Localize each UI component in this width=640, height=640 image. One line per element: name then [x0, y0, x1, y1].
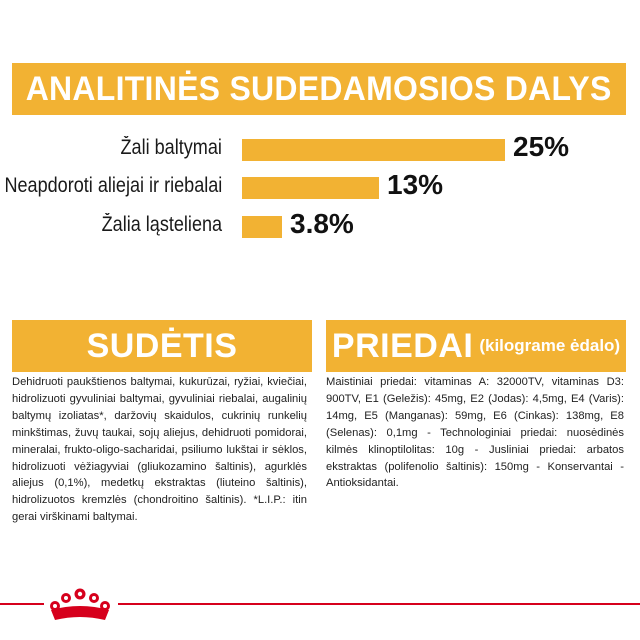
additives-text: Maistiniai priedai: vitaminas A: 32000TV, vitaminas D3: 900TV, E1 (Geležis): 45mg, E2 (Jodas): 4,5mg, E4 (Varis): 14mg, E5 (Manganas): 59mg, E6 (Cinkas): 138mg, E8 (Selenas): 0,1mg - Technologiniai priedai: nuosėdinės kilmės klinoptilolitas: 10g - Jusliniai priedai: arbatos ekstraktas (polifenolio šaltinis): 150mg - Konservantai - Antioksidantai.: [326, 376, 624, 490]
additives-header: [326, 320, 626, 372]
analytic-row-protein: [0, 131, 640, 165]
bar-label: Žalia ląsteliena: [101, 213, 222, 236]
analytic-title: ANALITINĖS SUDEDAMOSIOS DALYS: [26, 69, 612, 108]
bar-label: Neapdoroti aliejai ir riebalai: [4, 174, 222, 197]
bar: [242, 216, 282, 238]
additives-title: PRIEDAI: [331, 326, 474, 365]
footer-line-left: [0, 603, 44, 605]
royal-canin-crown-icon: [45, 586, 115, 626]
bar-value: 25%: [513, 131, 570, 162]
additives-subtitle: (kilograme ėdalo): [479, 336, 621, 355]
bar-label: Žali baltymai: [120, 136, 222, 159]
analytic-row-fat: [0, 169, 640, 203]
bar-value: 3.8%: [290, 208, 354, 239]
analytic-row-fibre: [0, 208, 640, 242]
composition-title: SUDĖTIS: [86, 326, 238, 365]
composition-text: Dehidruoti paukštienos baltymai, kukurūzai, ryžiai, kviečiai, hidrolizuoti gyvuliniai baltymai, gyvuliniai riebalai, augalinių baltymų izoliatas*, daržovių skaidulos, cukrinių runkelių minkštimas, žuvų taukai, sojų aliejus, dehidruoti pomidorai, mineralai, frukto-oligo-sacharidai, psiliumo lukštai ir sėklos, hidrolizuoti vėžiagyviai (gliukozamino šaltinis), agurklės aliejus (0,1%), medetkų ekstraktas (liuteino šaltinis), hidrolizuotos kremzlės (chondroitino šaltinis). *L.I.P.: itin gerai virškinami baltymai.: [12, 376, 307, 524]
analytic-header: [12, 63, 626, 115]
bar: [242, 139, 505, 161]
composition-header: [12, 320, 312, 372]
bar-value: 13%: [387, 169, 444, 200]
footer-line-right: [118, 603, 640, 605]
bar: [242, 177, 379, 199]
